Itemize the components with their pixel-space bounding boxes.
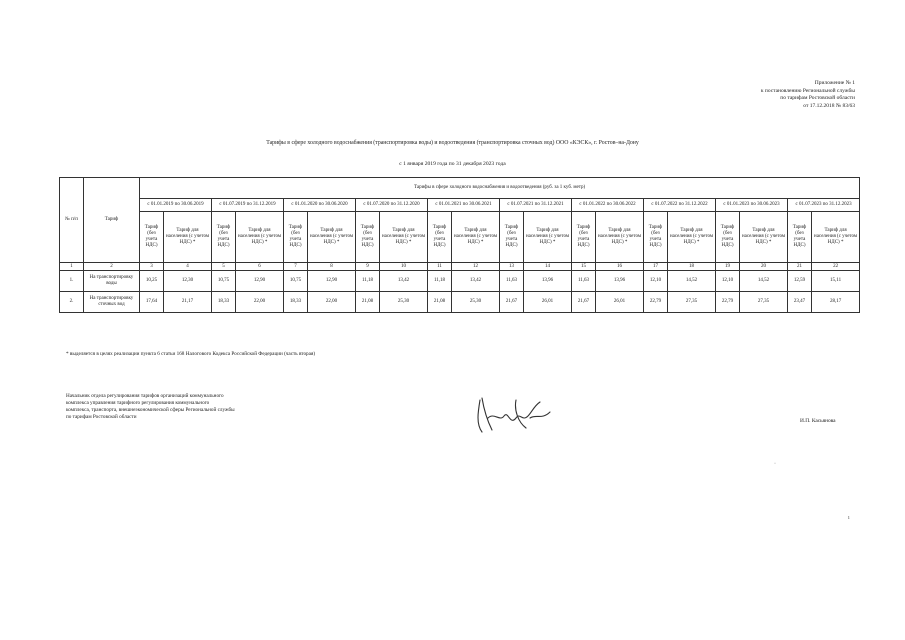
- column-number: 15: [572, 263, 596, 271]
- signer-line: Начальник отдела регулирования тарифов организаций коммунального: [66, 393, 224, 399]
- column-number: 8: [308, 263, 356, 271]
- subcolumn-header: Тариф для населения (с учетом НДС) *: [596, 212, 644, 263]
- subcolumn-header: Тариф для населения (с учетом НДС) *: [524, 212, 572, 263]
- handwritten-signature: [470, 392, 560, 442]
- column-number: 13: [500, 263, 524, 271]
- subcolumn-header: Тариф для населения (с учетом НДС) *: [308, 212, 356, 263]
- subcolumn-header: Тариф (без учета НДС): [572, 212, 596, 263]
- column-number: 11: [428, 263, 452, 271]
- tariff-value: 13,42: [380, 271, 428, 292]
- tariff-value: 13,42: [452, 271, 500, 292]
- appendix-line: к постановлению Региональной службы: [760, 87, 855, 94]
- tariff-value: 12,90: [308, 271, 356, 292]
- subcolumn-header: Тариф для населения (с учетом НДС) *: [164, 212, 212, 263]
- tariff-value: 22,79: [716, 292, 740, 313]
- column-number: 6: [236, 263, 284, 271]
- tariff-value: 12,10: [644, 271, 668, 292]
- subcolumn-header: Тариф для населения (с учетом НДС) *: [740, 212, 788, 263]
- tariff-value: 23,47: [788, 292, 812, 313]
- column-number: 2: [84, 263, 140, 271]
- column-number: 9: [356, 263, 380, 271]
- tariff-value: 28,17: [812, 292, 860, 313]
- tariff-value: 26,01: [524, 292, 572, 313]
- subcolumn-header: Тариф (без учета НДС): [716, 212, 740, 263]
- table-row: [60, 292, 860, 313]
- row-tariff-name: На транспортировку сточных вод: [84, 292, 140, 313]
- tariff-value: 14,52: [740, 271, 788, 292]
- subcolumn-header: Тариф (без учета НДС): [500, 212, 524, 263]
- column-number: 7: [284, 263, 308, 271]
- tariff-value: 21,08: [356, 292, 380, 313]
- subcolumn-header: Тариф для населения (с учетом НДС) *: [668, 212, 716, 263]
- tariff-value: 13,96: [596, 271, 644, 292]
- tariff-value: 11,63: [500, 271, 524, 292]
- tariff-value: 25,30: [452, 292, 500, 313]
- period-header: с 01.01.2023 по 30.06.2023: [716, 199, 788, 212]
- tariff-table: [59, 177, 860, 313]
- document-period: с 1 января 2019 года по 31 декабря 2023 года: [399, 161, 506, 167]
- column-number: 4: [164, 263, 212, 271]
- tariff-value: 12,59: [788, 271, 812, 292]
- tariff-value: 21,67: [500, 292, 524, 313]
- appendix-line: Приложение № 1: [814, 80, 855, 86]
- tariff-value: 18,33: [212, 292, 236, 313]
- subcolumn-header: Тариф для населения (с учетом НДС) *: [380, 212, 428, 263]
- column-number: 19: [716, 263, 740, 271]
- column-number: 1: [60, 263, 84, 271]
- period-header: с 01.01.2022 по 30.06.2022: [572, 199, 644, 212]
- tariff-value: 21,17: [164, 292, 212, 313]
- footnote: * выделяется в целях реализации пункта 6 статьи 168 Налогового Кодекса Российской Федерации (часть вторая): [66, 351, 316, 357]
- tariff-value: 10,25: [140, 271, 164, 292]
- subcolumn-header: Тариф (без учета НДС): [356, 212, 380, 263]
- tariff-value: 11,63: [572, 271, 596, 292]
- tariff-value: 10,75: [284, 271, 308, 292]
- tariff-value: 22,79: [644, 292, 668, 313]
- tariff-value: 22,00: [236, 292, 284, 313]
- appendix-line: по тарифам Ростовской области: [780, 95, 855, 102]
- subcolumn-header: Тариф (без учета НДС): [428, 212, 452, 263]
- column-number: 10: [380, 263, 428, 271]
- table-row: [60, 271, 860, 292]
- period-header: с 01.07.2019 по 31.12.2019: [212, 199, 284, 212]
- signer-name: И.П. Касьянова: [800, 418, 836, 424]
- signer-position: [66, 393, 235, 421]
- tariff-value: 10,75: [212, 271, 236, 292]
- subcolumn-header: Тариф (без учета НДС): [140, 212, 164, 263]
- tariff-value: 12,30: [164, 271, 212, 292]
- document-title: Тарифы в сфере холодного водоснабжения (транспортировка воды) и водоотведения (транспортировка сточных вод) ООО «КЭСК», г. Ростов–на-Дону: [266, 140, 639, 146]
- tariff-value: 18,33: [284, 292, 308, 313]
- subcolumn-header: Тариф (без учета НДС): [644, 212, 668, 263]
- header-tariff: Тариф: [84, 178, 140, 263]
- tariff-value: 27,35: [740, 292, 788, 313]
- tariff-value: 26,01: [596, 292, 644, 313]
- tariff-value: 17,64: [140, 292, 164, 313]
- subcolumn-header: Тариф для населения (с учетом НДС) *: [812, 212, 860, 263]
- tariff-value: 27,35: [668, 292, 716, 313]
- signer-line: комплекса, транспорта, внешнеэкономической сферы Региональной службы: [66, 407, 235, 413]
- tariff-value: 11,18: [356, 271, 380, 292]
- column-number: 18: [668, 263, 716, 271]
- signer-line: по тарифам Ростовской области: [66, 414, 137, 420]
- tariff-value: 15,11: [812, 271, 860, 292]
- row-number: 2.: [60, 292, 84, 313]
- column-number: 22: [812, 263, 860, 271]
- column-number: 21: [788, 263, 812, 271]
- period-header: с 01.01.2019 по 30.06.2019: [140, 199, 212, 212]
- signer-line: комплекса управления тарифного регулирования коммунального: [66, 400, 210, 406]
- period-header: с 01.07.2023 по 31.12.2023: [788, 199, 860, 212]
- stray-mark: ı: [848, 515, 850, 521]
- subcolumn-header: Тариф (без учета НДС): [788, 212, 812, 263]
- subcolumn-header: Тариф (без учета НДС): [212, 212, 236, 263]
- subcolumn-header: Тариф (без учета НДС): [284, 212, 308, 263]
- period-header: с 01.07.2020 по 31.12.2020: [356, 199, 428, 212]
- tariff-value: 12,10: [716, 271, 740, 292]
- appendix-block: [761, 80, 855, 110]
- tariff-value: 21,08: [428, 292, 452, 313]
- row-tariff-name: На транспортировку воды: [84, 271, 140, 292]
- column-number: 3: [140, 263, 164, 271]
- tariff-value: 22,00: [308, 292, 356, 313]
- column-number: 5: [212, 263, 236, 271]
- tariff-value: 14,52: [668, 271, 716, 292]
- tariff-value: 21,67: [572, 292, 596, 313]
- period-header: с 01.01.2021 по 30.06.2021: [428, 199, 500, 212]
- column-number: 14: [524, 263, 572, 271]
- period-header: с 01.01.2020 по 30.06.2020: [284, 199, 356, 212]
- header-group: Тарифы в сфере холодного водоснабжения и водоотведения (руб. за 1 куб. метр): [140, 178, 860, 199]
- subcolumn-header: Тариф для населения (с учетом НДС) *: [236, 212, 284, 263]
- tariff-value: 12,90: [236, 271, 284, 292]
- tariff-value: 11,18: [428, 271, 452, 292]
- period-header: с 01.07.2021 по 31.12.2021: [500, 199, 572, 212]
- column-number: 20: [740, 263, 788, 271]
- subcolumn-header: Тариф для населения (с учетом НДС) *: [452, 212, 500, 263]
- row-number: 1.: [60, 271, 84, 292]
- column-number: 16: [596, 263, 644, 271]
- column-number: 12: [452, 263, 500, 271]
- stray-mark: ·: [774, 461, 776, 467]
- period-header: с 01.07.2022 по 31.12.2022: [644, 199, 716, 212]
- header-number: № п/п: [60, 178, 84, 263]
- column-number: 17: [644, 263, 668, 271]
- tariff-value: 25,30: [380, 292, 428, 313]
- appendix-line: от 17.12.2018 № 83/63: [803, 102, 855, 109]
- tariff-value: 13,96: [524, 271, 572, 292]
